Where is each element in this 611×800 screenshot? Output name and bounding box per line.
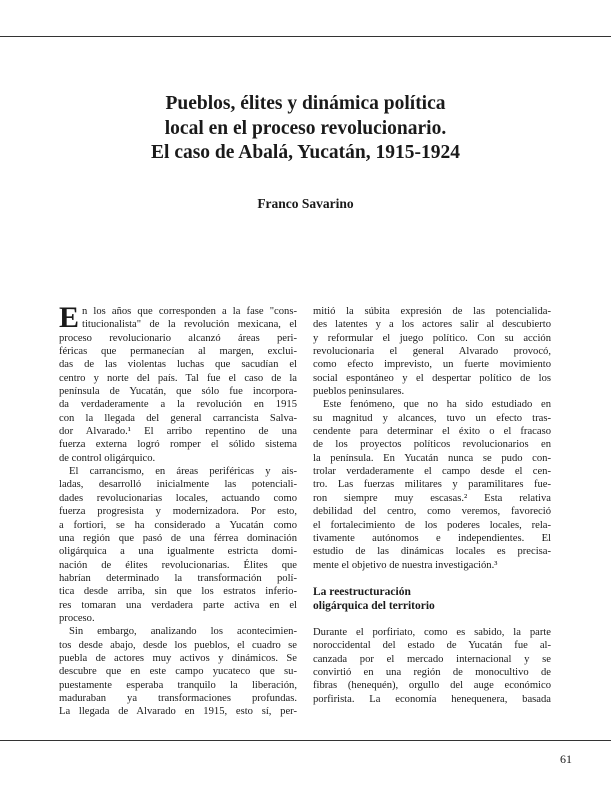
text-line: habrían determinado la transformación polí- — [59, 572, 297, 584]
text-line: nación de élites revolucionarias. Élites que — [59, 559, 297, 571]
text-line: estudio de las dinámicas locales es precisa- — [313, 546, 551, 558]
text-line: tivamente autónomos e independientes. El — [313, 532, 551, 544]
text-line: Durante el porfiriato, como es sabido, la parte — [313, 626, 551, 638]
title-line: El caso de Abalá, Yucatán, 1915-1924 — [151, 142, 460, 163]
text-line: El carrancismo, en áreas periféricas y ais- — [69, 466, 297, 478]
section-spacer — [313, 613, 551, 626]
text-line: el fortalecimiento de los poderes locales, rela- — [313, 519, 551, 531]
text-line: dor Alvarado.¹ El arribo repentino de una — [59, 426, 297, 438]
text-line: fibras (henequén), orgullo del auge económico — [313, 680, 551, 692]
text-line: puestamente esperaba tranquilo la liberación, — [59, 679, 297, 691]
text-line: porfirista. La economía henequenera, basada — [313, 693, 551, 705]
text-line: mitió la súbita expresión de las potencialida- — [313, 306, 551, 317]
top-rule — [0, 36, 611, 37]
text-line: titucionalista" de la revolución mexicana, el — [82, 319, 297, 331]
section-heading: oligárquica del territorio — [313, 599, 435, 612]
left-column — [59, 301, 297, 719]
text-line: una región que pasó de una férrea dominación — [59, 532, 297, 544]
text-line: pueblos peninsulares. — [313, 386, 405, 398]
text-line: y reformular el juego político. Con su acción — [313, 332, 551, 344]
text-line: canzada por el mercado internacional y se — [313, 653, 551, 665]
text-line: maduraban ya transformaciones profundas. — [59, 692, 297, 704]
article-title — [60, 92, 551, 166]
text-line: como efecto imprevisto, un fuerte movimiento — [313, 359, 551, 371]
text-line: debilidad del centro, como veremos, favoreció — [313, 506, 551, 518]
text-line: cendente para determinar el éxito o el fracaso — [313, 426, 551, 438]
text-line: centro y norte del país. Tal fue el caso de la — [59, 372, 297, 384]
text-line: social espontáneo y el despertar político de los — [313, 372, 551, 384]
text-line: dades revolucionarias locales, actuando como — [59, 492, 297, 504]
text-line: ron siempre muy escasas.² Esta relativa — [313, 492, 551, 504]
text-line: proceso revolucionario alcanzó áreas peri- — [59, 332, 297, 344]
text-line: con la llegada del general carrancista Salva- — [59, 412, 297, 424]
text-line: tro. Las fuerzas militares y paramilitares fue- — [313, 479, 551, 491]
text-line: puebla de actores muy activos y dinámicos. Se — [59, 652, 297, 664]
drop-cap: E — [59, 301, 80, 334]
text-line: de los proyectos políticos revolucionarios en — [313, 439, 551, 451]
text-line: Sin embargo, analizando los acontecimien- — [69, 626, 297, 638]
text-line: proceso. — [59, 612, 95, 624]
text-line: tos desde abajo, desde los pueblos, el cuadro se — [59, 639, 297, 651]
section-spacer — [313, 572, 551, 585]
text-line: su magnitud y alcances, tuvo un efecto tras- — [313, 412, 551, 424]
text-line: n los años que corresponden a la fase "cons- — [82, 306, 297, 317]
text-line: a fortiori, se ha considerado a Yucatán como — [59, 519, 297, 531]
text-line: tica desde arriba, sin que los estratos inferio- — [59, 586, 297, 598]
bottom-rule — [0, 740, 611, 741]
text-line: la península. En Yucatán nunca se pudo con- — [313, 452, 551, 464]
text-line: res tomaran una verdadera parte activa en el — [59, 599, 297, 611]
text-line: oligárquica a una igualmente estricta domi- — [59, 546, 297, 558]
section-heading: La reestructuración — [313, 585, 411, 598]
text-line: noroccidental del estado de Yucatán fue al- — [313, 640, 551, 652]
text-line: das de las violentas luchas que sacudían el — [59, 359, 297, 371]
text-line: fuerza externa logró romper el sólido sistema — [59, 439, 297, 451]
right-column — [313, 305, 551, 706]
text-line: convirtió en una región de monocultivo de — [313, 666, 551, 678]
text-line: Este fenómeno, que no ha sido estudiado en — [323, 399, 551, 411]
title-line: Pueblos, élites y dinámica política — [165, 93, 446, 114]
article-author: Franco Savarino — [257, 196, 354, 211]
text-line: ladas, desarrolló inicialmente las potenciali- — [59, 479, 297, 491]
text-line: de control oligárquico. — [59, 452, 156, 464]
text-line: des latentes y a los actores salir al descubierto — [313, 319, 551, 331]
text-line: féricas que permanecían al margen, exclui- — [59, 346, 297, 358]
title-line: local en el proceso revolucionario. — [164, 117, 447, 139]
text-line: descubre que en este campo yucateco que su- — [59, 666, 297, 678]
text-line: fuerza progresista y modernizadora. Por esto, — [59, 506, 297, 518]
text-line: península de Yucatán, que sólo fue incorpora- — [59, 386, 297, 398]
text-line: trolar verdaderamente el campo desde el cen- — [313, 466, 551, 478]
text-line: revolucionaria el general Alvarado provocó, — [313, 346, 551, 358]
page-number: 61 — [560, 752, 572, 766]
text-line: da verdaderamente a la revolución en 1915 — [59, 399, 297, 411]
text-line: mente el objetivo de nuestra investigación.³ — [313, 559, 498, 571]
text-line: La llegada de Alvarado en 1915, esto sí, per- — [59, 706, 297, 718]
